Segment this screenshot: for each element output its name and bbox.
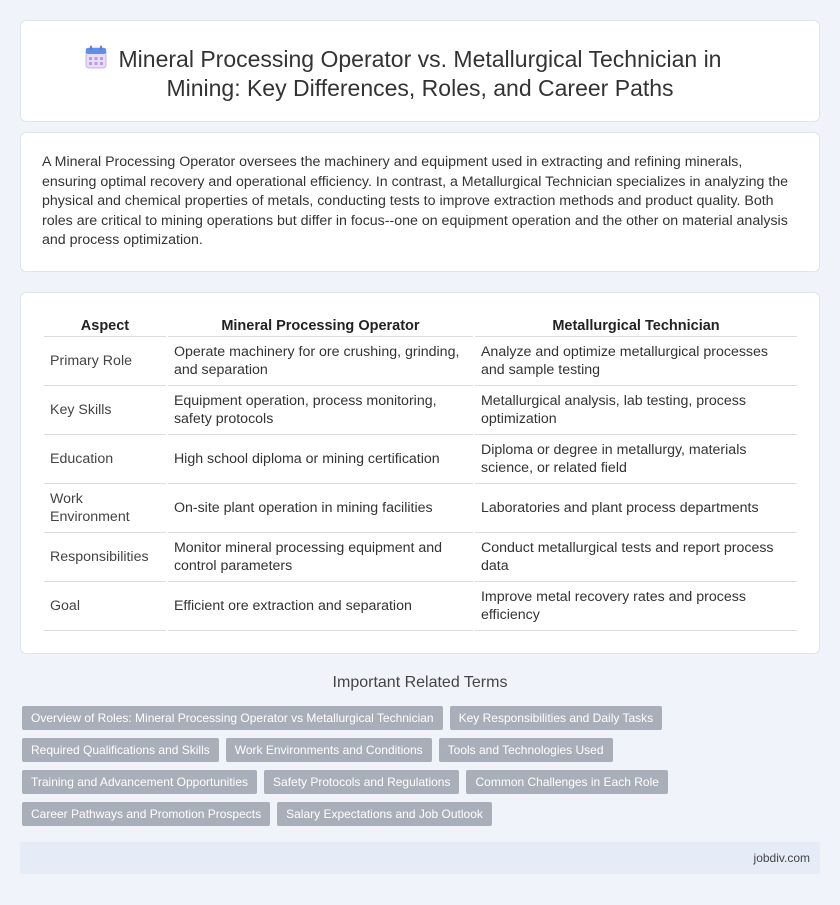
related-term-tag[interactable]: Safety Protocols and Regulations bbox=[264, 770, 459, 794]
header-metallurgical-technician: Metallurgical Technician bbox=[475, 313, 797, 337]
table-row bbox=[44, 582, 797, 631]
intro-paragraph: A Mineral Processing Operator oversees the machinery and equipment used in extracting and refining minerals, ensuring optimal recovery and operational efficiency. In contrast, a Metallurgical Technician specializes in analyzing the physical and chemical properties of metals, conducting tests to improve extraction methods and product quality. Both roles are critical to mining operations but differ in focus--one on equipment operation and the other on material analysis and process optimization. bbox=[42, 154, 789, 248]
tag-row bbox=[22, 738, 822, 762]
related-term-tag[interactable]: Overview of Roles: Mineral Processing Operator vs Metallurgical Technician bbox=[22, 706, 443, 730]
related-term-tag[interactable]: Training and Advancement Opportunities bbox=[22, 770, 257, 794]
row-aspect: Responsibilities bbox=[44, 533, 166, 582]
tag-row bbox=[22, 770, 822, 794]
row-aspect: Key Skills bbox=[44, 386, 166, 435]
row-technician-cell: Laboratories and plant process departments bbox=[475, 484, 797, 533]
row-aspect: Work Environment bbox=[44, 484, 166, 533]
table-header-row bbox=[44, 313, 797, 337]
row-aspect: Goal bbox=[44, 582, 166, 631]
row-operator-cell: High school diploma or mining certification bbox=[168, 435, 473, 484]
comparison-table bbox=[42, 313, 799, 631]
row-aspect: Education bbox=[44, 435, 166, 484]
row-technician-cell: Analyze and optimize metallurgical processes and sample testing bbox=[475, 337, 797, 386]
table-row bbox=[44, 386, 797, 435]
header-mineral-processing-operator: Mineral Processing Operator bbox=[168, 313, 473, 337]
related-term-tag[interactable]: Common Challenges in Each Role bbox=[466, 770, 667, 794]
comparison-card bbox=[20, 292, 820, 654]
related-term-tag[interactable]: Tools and Technologies Used bbox=[439, 738, 613, 762]
row-operator-cell: Operate machinery for ore crushing, grinding, and separation bbox=[168, 337, 473, 386]
table-row bbox=[44, 435, 797, 484]
table-row bbox=[44, 484, 797, 533]
table-row bbox=[44, 337, 797, 386]
row-operator-cell: Efficient ore extraction and separation bbox=[168, 582, 473, 631]
related-term-tag[interactable]: Key Responsibilities and Daily Tasks bbox=[450, 706, 663, 730]
header-aspect: Aspect bbox=[44, 313, 166, 337]
row-aspect: Primary Role bbox=[44, 337, 166, 386]
related-term-tag[interactable]: Required Qualifications and Skills bbox=[22, 738, 219, 762]
title-card bbox=[20, 20, 820, 122]
tag-row bbox=[22, 802, 822, 826]
related-term-tag[interactable]: Work Environments and Conditions bbox=[226, 738, 432, 762]
footer-bar bbox=[20, 842, 820, 874]
tag-row bbox=[22, 706, 822, 730]
footer-site-link[interactable]: jobdiv.com bbox=[753, 851, 810, 865]
row-operator-cell: Equipment operation, process monitoring, safety protocols bbox=[168, 386, 473, 435]
row-technician-cell: Diploma or degree in metallurgy, materials science, or related field bbox=[475, 435, 797, 484]
related-terms-heading: Important Related Terms bbox=[332, 674, 508, 691]
intro-card bbox=[20, 132, 820, 272]
row-technician-cell: Conduct metallurgical tests and report process data bbox=[475, 533, 797, 582]
row-operator-cell: Monitor mineral processing equipment and control parameters bbox=[168, 533, 473, 582]
related-terms-tags bbox=[22, 706, 822, 834]
table-row bbox=[44, 533, 797, 582]
related-term-tag[interactable]: Career Pathways and Promotion Prospects bbox=[22, 802, 270, 826]
row-technician-cell: Metallurgical analysis, lab testing, process optimization bbox=[475, 386, 797, 435]
row-operator-cell: On-site plant operation in mining facilities bbox=[168, 484, 473, 533]
related-term-tag[interactable]: Salary Expectations and Job Outlook bbox=[277, 802, 492, 826]
row-technician-cell: Improve metal recovery rates and process efficiency bbox=[475, 582, 797, 631]
page-title: Mineral Processing Operator vs. Metallurgical Technician in Mining: Key Differences, Roles, and Career Paths bbox=[118, 46, 722, 101]
